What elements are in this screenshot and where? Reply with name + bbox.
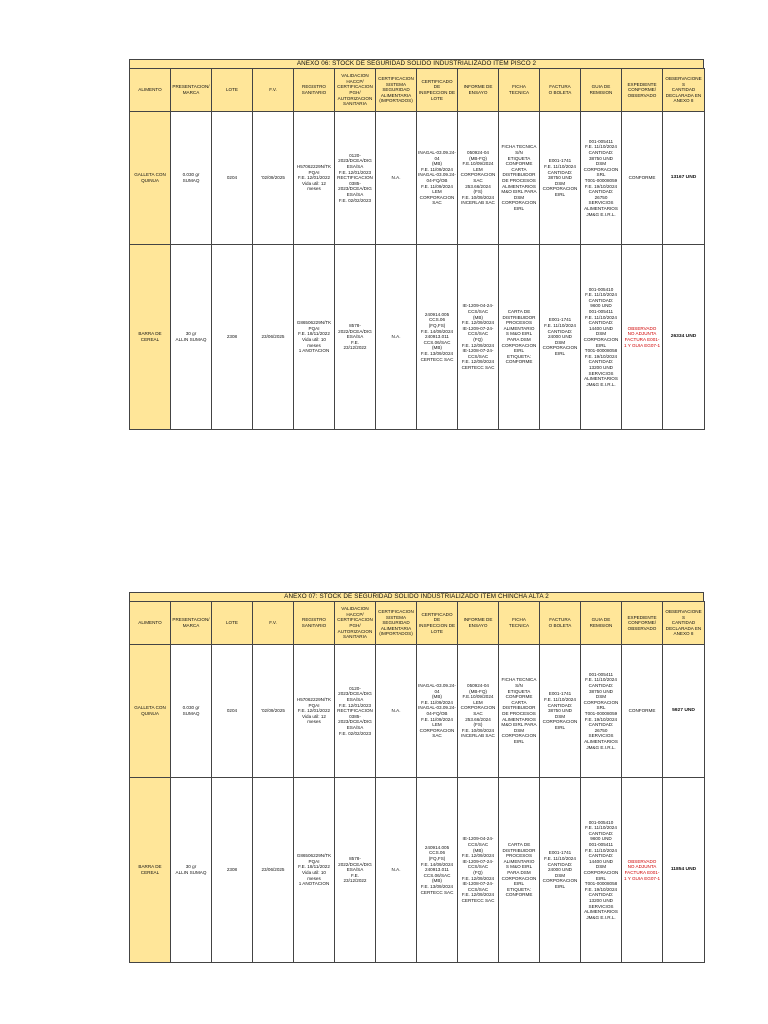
header-alimento: ALIMENTO [130, 69, 171, 112]
table-row [130, 778, 705, 963]
cell-guia-remision: 001-005410 F.E. 11/10/2024 CANTIDAD: 9600 UND 001-005411 F.E. 11/10/2024 CANTIDAD: 14400 UND DSM CORPORACION EIRL T001-00008058 F.E. 19/10/2024 CANTIDAD: 13200 UND SERVICIOS ALIMENTARIOS JM&G E.I.R.L. [581, 245, 622, 430]
header-certificacion-sistema: CERTIFICACION SISTEMA SEGURIDAD ALIMENTARIA (IMPORTADOS) [376, 602, 417, 645]
header-informe-ensayo: INFORME DE ENSAYO [458, 69, 499, 112]
cell-expediente: CONFORME [622, 645, 663, 778]
annex-06-table-block [129, 59, 704, 430]
cell-registro-sanitario: G86506229N/TK PQAI F.E. 18/11/2022 Vida util: 10 meses 1 ANOTACION [294, 245, 335, 430]
cell-certificado-inspeccion: 240914.005 CCS.06 (FQ,FS) F.E. 14/09/2024 240913.011 CCS.06/SAC (MB) F.E. 13/09/2024 CERTECC SAC [417, 778, 458, 963]
cell-lote: 0204 [212, 112, 253, 245]
table-row [130, 245, 705, 430]
cell-factura: E001-1741 F.E. 11/10/2024 CANTIDAD: 38750 UND DSM CORPORACION EIRL [540, 645, 581, 778]
cell-guia-remision: 001-005411 F.E. 11/10/2024 CANTIDAD: 38750 UND DSM CORPORACION SRL T001-00008059 F.E. 19/10/2024 CANTIDAD: 26750 SERVICIOS ALIMENTARIOS JM&G E.I.R.L. [581, 112, 622, 245]
cell-ficha-tecnica: CARTA DE DISTRIBUIDOR PROCESOS ALIMENTARIO S M&O EIRL PARA DSM CORPORACION EIRL ETIQUETA: CONFORME [499, 245, 540, 430]
header-certificado-inspeccion: CERTIFICADO DE INSPECCION DE LOTE [417, 602, 458, 645]
cell-lote: 2308 [212, 245, 253, 430]
header-presentacion: PRESENTACION/ MARCA [171, 602, 212, 645]
cell-alimento: GALLETA CON QUINUA [130, 112, 171, 245]
annex-07-table [129, 601, 705, 963]
cell-alimento: BARRA DE CEREAL [130, 245, 171, 430]
header-row [130, 69, 705, 112]
header-fv: F.V. [253, 69, 294, 112]
header-informe-ensayo: INFORME DE ENSAYO [458, 602, 499, 645]
cell-expediente: OBSERVADO NO ADJUNTA FACTURA E001- 1 Y GUIA EG07-1 [622, 778, 663, 963]
cell-lote: 2308 [212, 778, 253, 963]
annex-06-table [129, 68, 705, 430]
cell-cantidad: 11854 UND [663, 778, 705, 963]
header-registro-sanitario: REGISTRO SANITARIO [294, 602, 335, 645]
table-row [130, 112, 705, 245]
cell-validacion: 0120- 2023/DCEA/DIG ESA/SA F.E. 12/01/2023 RECTIFICACION 0385- 2023/DCEA/DIG ESA/SA F.E. 02/02/2023 [335, 645, 376, 778]
cell-fv: 23/06/2025 [253, 245, 294, 430]
cell-informe-ensayo: IE-1209-04-24- CCS/SAC (MB) F.E. 12/09/2024 IE-1209-07-24- CCS/SAC (FQ) F.E. 12/09/2024 IE-1208-07-24- CCS/SAC F.E. 12/09/2024 CERTECC SAC [458, 245, 499, 430]
table-row [130, 645, 705, 778]
header-lote: LOTE [212, 69, 253, 112]
cell-informe-ensayo: 050924-04 (MB-FQ) F.E.10/09/2024 LEM CORPORACION SAC 253.66/2024 (FS) F.E. 10/09/2024 INCERLAB SAC [458, 112, 499, 245]
cell-alimento: BARRA DE CEREAL [130, 778, 171, 963]
header-expediente: EXPEDIENTE CONFORME/ OBSERVADO [622, 69, 663, 112]
cell-presentacion: 0.030 gr SUMAQ [171, 645, 212, 778]
header-validacion-haccp: VALIDACION HACCP/ CERTIFICACION PGH/ AUTORIZACION SANITARIA [335, 602, 376, 645]
cell-registro-sanitario: G86506229N/TK PQAI F.E. 18/11/2022 Vida util: 10 meses 1 ANOTACION [294, 778, 335, 963]
cell-lote: 0204 [212, 645, 253, 778]
header-presentacion: PRESENTACION/ MARCA [171, 69, 212, 112]
cell-factura: E001-1741 F.E. 11/10/2024 CANTIDAD: 24000 UND DSM CORPORACION EIRL [540, 245, 581, 430]
cell-presentacion: 30 gr ALLIN SUMAQ [171, 778, 212, 963]
header-observaciones: OBSERVACIONES CANTIDAD DECLARADA EN ANEXO 8 [663, 69, 705, 112]
cell-fv: 23/06/2025 [253, 778, 294, 963]
annex-06-title: ANEXO 06: STOCK DE SEGURIDAD SOLIDO INDUSTRIALIZADO ITEM PISCO 2 [129, 59, 704, 68]
cell-certificacion: N.A. [376, 245, 417, 430]
cell-certificacion: N.A. [376, 778, 417, 963]
cell-guia-remision: 001-005410 F.E. 11/10/2024 CANTIDAD: 9600 UND 001-005411 F.E. 11/10/2024 CANTIDAD: 14400 UND DSM CORPORACION EIRL T001-00008058 F.E. 19/10/2024 CANTIDAD: 13200 UND SERVICIOS ALIMENTARIOS JM&G E.I.R.L. [581, 778, 622, 963]
cell-expediente: OBSERVADO NO ADJUNTA FACTURA E001- 1 Y GUIA EG07-1 [622, 245, 663, 430]
header-lote: LOTE [212, 602, 253, 645]
cell-ficha-tecnica: FICHA TECNICA S/N ETIQUETA CONFORME CARTA DISTRIBUIDOR DE PROCESOS ALIMENTARIOS M&O EIRL PARA DSM CORPORACION EIRL [499, 645, 540, 778]
header-observaciones: OBSERVACIONES CANTIDAD DECLARADA EN ANEXO 8 [663, 602, 705, 645]
cell-certificado-inspeccion: 240914.005 CCS.06 (FQ,FS) F.E. 14/09/2024 240913.011 CCS.06/SAC (MB) F.E. 13/09/2024 CERTECC SAC [417, 245, 458, 430]
annex-07-table-block [129, 592, 704, 963]
cell-guia-remision: 001-005411 F.E. 11/10/2024 CANTIDAD: 38750 UND DSM CORPORACION SRL T001-00008059 F.E. 19/10/2024 CANTIDAD: 26750 SERVICIOS ALIMENTARIOS JM&G E.I.R.L. [581, 645, 622, 778]
cell-presentacion: 0.030 gr SUMAQ [171, 112, 212, 245]
header-certificado-inspeccion: CERTIFICADO DE INSPECCION DE LOTE [417, 69, 458, 112]
header-guia-remision: GUIA DE REMISION [581, 69, 622, 112]
cell-validacion: 8578- 2022/DCEA/DIG ESA/SA F.E. 23/12/2022 [335, 245, 376, 430]
cell-fv: '02/09/2025 [253, 112, 294, 245]
header-guia-remision: GUIA DE REMISION [581, 602, 622, 645]
annex-07-title: ANEXO 07: STOCK DE SEGURIDAD SOLIDO INDUSTRIALIZADO ITEM CHINCHA ALTA 2 [129, 592, 704, 601]
cell-cantidad: 5927 UND [663, 645, 705, 778]
cell-informe-ensayo: 050924-04 (MB-FQ) F.E.10/09/2024 LEM CORPORACION SAC 253.66/2024 (FS) F.E. 10/09/2024 INCERLAB SAC [458, 645, 499, 778]
header-row [130, 602, 705, 645]
cell-certificacion: N.A. [376, 112, 417, 245]
cell-alimento: GALLETA CON QUINUA [130, 645, 171, 778]
cell-factura: E001-1741 F.E. 11/10/2024 CANTIDAD: 38750 UND DSM CORPORACION EIRL [540, 112, 581, 245]
cell-cantidad: 13167 UND [663, 112, 705, 245]
header-factura: FACTURA O BOLETA [540, 602, 581, 645]
header-alimento: ALIMENTO [130, 602, 171, 645]
cell-certificado-inspeccion: INAGAL-03.09.24- 04 (MB) F.E. 11/09/2024 INAGAL-03.09.24- 04-FQ/OB F.E. 11/09/2024 LEM CORPORACION SAC [417, 112, 458, 245]
cell-ficha-tecnica: FICHA TECNICA S/N ETIQUETA CONFORME CARTA DISTRIBUIDOR DE PROCESOS ALIMENTARIOS M&O EIRL PARA DSM CORPORACION EIRL [499, 112, 540, 245]
cell-presentacion: 30 gr ALLIN SUMAQ [171, 245, 212, 430]
cell-certificacion: N.A. [376, 645, 417, 778]
cell-factura: E001-1741 F.E. 11/10/2024 CANTIDAD: 24000 UND DSM CORPORACION EIRL [540, 778, 581, 963]
cell-validacion: 8578- 2022/DCEA/DIG ESA/SA F.E. 23/12/2022 [335, 778, 376, 963]
header-registro-sanitario: REGISTRO SANITARIO [294, 69, 335, 112]
cell-expediente: CONFORME [622, 112, 663, 245]
header-fv: F.V. [253, 602, 294, 645]
cell-registro-sanitario: H57062229N/TK PQAI F.E. 12/01/2022 Vida util: 12 meses [294, 112, 335, 245]
cell-cantidad: 26334 UND [663, 245, 705, 430]
header-factura: FACTURA O BOLETA [540, 69, 581, 112]
header-ficha-tecnica: FICHA TECNICA [499, 69, 540, 112]
header-ficha-tecnica: FICHA TECNICA [499, 602, 540, 645]
header-expediente: EXPEDIENTE CONFORME/ OBSERVADO [622, 602, 663, 645]
cell-informe-ensayo: IE-1209-04-24- CCS/SAC (MB) F.E. 12/09/2024 IE-1209-07-24- CCS/SAC (FQ) F.E. 12/09/2024 IE-1208-07-24- CCS/SAC F.E. 12/09/2024 CERTECC SAC [458, 778, 499, 963]
cell-registro-sanitario: H57062229N/TK PQAI F.E. 12/01/2022 Vida util: 12 meses [294, 645, 335, 778]
cell-certificado-inspeccion: INAGAL-03.09.24- 04 (MB) F.E. 11/09/2024 INAGAL-03.09.24- 04-FQ/OB F.E. 11/09/2024 LEM CORPORACION SAC [417, 645, 458, 778]
cell-validacion: 0120- 2023/DCEA/DIG ESA/SA F.E. 12/01/2023 RECTIFICACION 0385- 2023/DCEA/DIG ESA/SA F.E. 02/02/2023 [335, 112, 376, 245]
header-certificacion-sistema: CERTIFICACION SISTEMA SEGURIDAD ALIMENTARIA (IMPORTADOS) [376, 69, 417, 112]
cell-fv: '02/09/2025 [253, 645, 294, 778]
cell-ficha-tecnica: CARTA DE DISTRIBUIDOR PROCESOS ALIMENTARIO S M&O EIRL PARA DSM CORPORACION EIRL ETIQUETA: CONFORME [499, 778, 540, 963]
header-validacion-haccp: VALIDACION HACCP/ CERTIFICACION PGH/ AUTORIZACION SANITARIA [335, 69, 376, 112]
